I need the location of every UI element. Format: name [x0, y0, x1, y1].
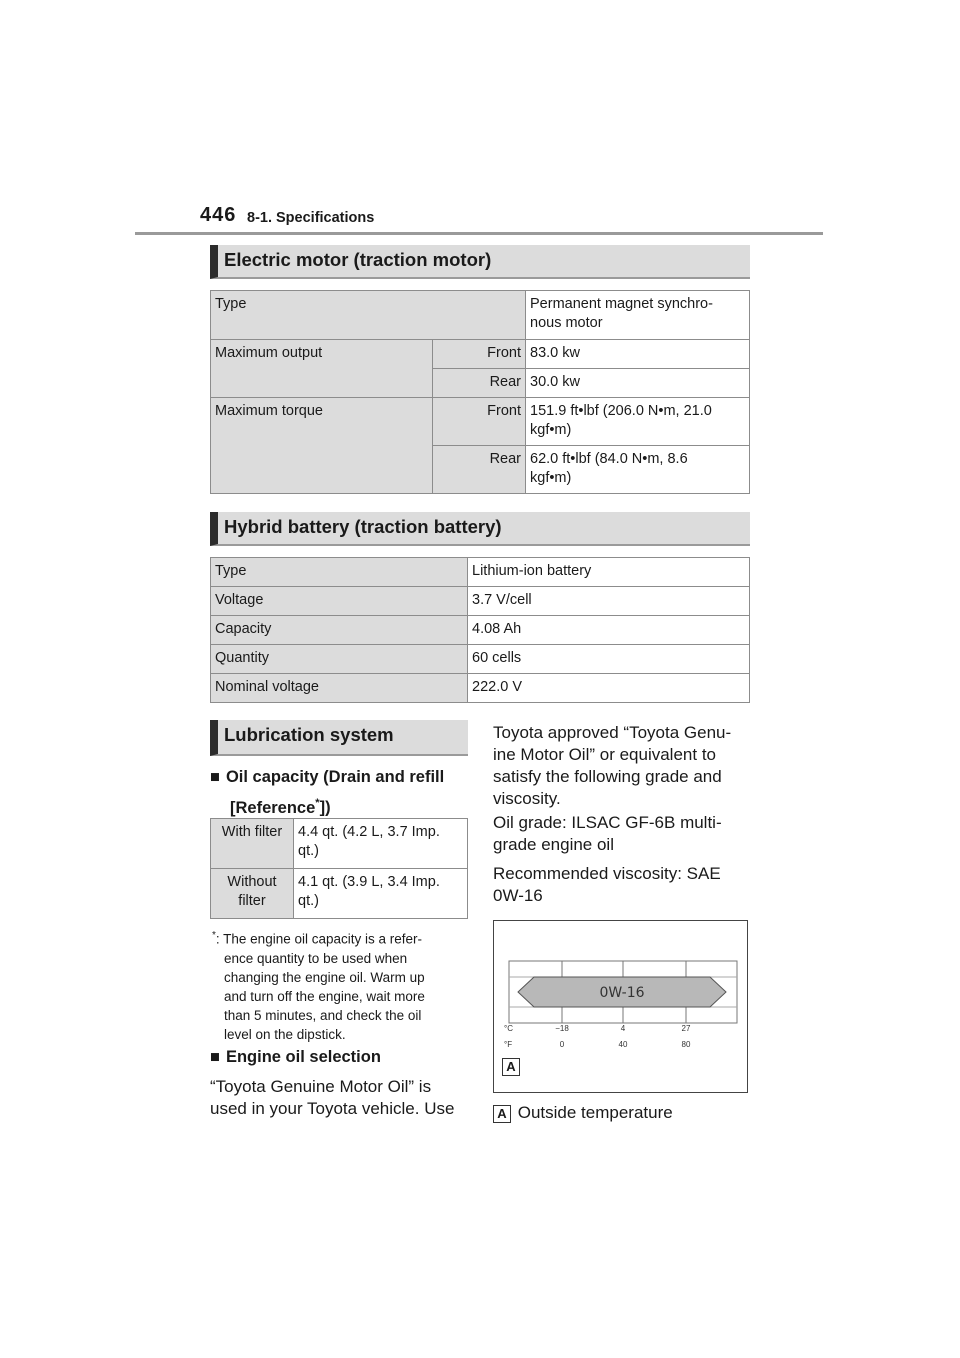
- torque-front-value: 151.9 ft•lbf (206.0 N•m, 21.0 kgf•m): [526, 398, 750, 446]
- engine-oil-selection-text: “Toyota Genuine Motor Oil” is used in your Toyota vehicle. Use: [210, 1077, 455, 1118]
- with-filter-value: 4.4 qt. (4.2 L, 3.7 Imp. qt.): [294, 819, 468, 869]
- motor-type-label: Type: [211, 291, 526, 340]
- battery-row-value: 60 cells: [468, 645, 750, 674]
- bullet-icon: ■: [210, 768, 220, 786]
- grade-label: 0W-16: [599, 985, 645, 1001]
- fahrenheit-unit: °F: [504, 1040, 513, 1049]
- lubrication-heading: Lubrication system: [210, 720, 468, 756]
- engine-oil-selection-title: ■ Engine oil selection: [210, 1048, 381, 1066]
- with-filter-label: With filter: [211, 819, 294, 869]
- legend-text: Outside temperature: [517, 1103, 673, 1122]
- battery-row-value: 3.7 V/cell: [468, 587, 750, 616]
- battery-row-value: 222.0 V: [468, 674, 750, 703]
- battery-row-label: Quantity: [211, 645, 468, 674]
- legend-marker: A: [493, 1105, 511, 1123]
- battery-row-value: 4.08 Ah: [468, 616, 750, 645]
- torque-rear-label: Rear: [432, 446, 525, 494]
- celsius-tick: 4: [620, 1024, 626, 1033]
- oil-capacity-footnote: *: The engine oil capacity is a refer- ence quantity to be used when changing the engine oil. Warm up and turn off the engine, wait more than 5 minutes, and check the oil level on the dipstick.: [212, 930, 425, 1042]
- oil-grade-text: Oil grade: ILSAC GF-6B multi- grade engine oil: [493, 813, 722, 854]
- without-filter-value: 4.1 qt. (3.9 L, 3.4 Imp. qt.): [294, 869, 468, 919]
- motor-spec-table: [210, 290, 750, 494]
- temperature-axis-marker: A: [502, 1058, 520, 1076]
- torque-rear-value: 62.0 ft•lbf (84.0 N•m, 8.6 kgf•m): [526, 446, 750, 494]
- section-title: 8-1. Specifications: [247, 210, 375, 226]
- oil-approval-text: Toyota approved “Toyota Genu- ine Motor Oil” or equivalent to satisfy the following grade and viscosity.: [493, 723, 732, 808]
- oil-capacity-title: ■ Oil capacity (Drain and refill [Reference*]): [210, 768, 445, 817]
- oil-viscosity-text: Recommended viscosity: SAE 0W-16: [493, 864, 721, 905]
- battery-spec-table: [210, 557, 750, 703]
- celsius-tick: 27: [681, 1024, 691, 1033]
- max-torque-label: Maximum torque: [211, 398, 433, 494]
- header-divider: [135, 232, 823, 235]
- output-rear-label: Rear: [432, 369, 525, 398]
- output-rear-value: 30.0 kw: [526, 369, 750, 398]
- viscosity-chart: [493, 920, 748, 1093]
- battery-row-value: Lithium-ion battery: [468, 558, 750, 587]
- without-filter-label: Without filter: [211, 869, 294, 919]
- output-front-label: Front: [432, 340, 525, 369]
- battery-heading: Hybrid battery (traction battery): [210, 512, 750, 546]
- oil-capacity-table: [210, 818, 468, 919]
- battery-row-label: Voltage: [211, 587, 468, 616]
- motor-heading: Electric motor (traction motor): [210, 245, 750, 279]
- bullet-icon: ■: [210, 1048, 220, 1066]
- output-front-value: 83.0 kw: [526, 340, 750, 369]
- battery-row-label: Nominal voltage: [211, 674, 468, 703]
- fahrenheit-tick: 80: [681, 1040, 691, 1049]
- battery-row-label: Capacity: [211, 616, 468, 645]
- battery-row-label: Type: [211, 558, 468, 587]
- viscosity-chart-graphic: [494, 921, 747, 1092]
- celsius-tick: −18: [555, 1024, 569, 1033]
- page-number: 446: [200, 204, 237, 226]
- torque-front-label: Front: [432, 398, 525, 446]
- max-output-label: Maximum output: [211, 340, 433, 398]
- celsius-unit: °C: [504, 1024, 513, 1033]
- fahrenheit-tick: 40: [618, 1040, 628, 1049]
- motor-type-value: Permanent magnet synchro- nous motor: [526, 291, 750, 340]
- chart-legend: [493, 1102, 673, 1124]
- fahrenheit-tick: 0: [559, 1040, 565, 1049]
